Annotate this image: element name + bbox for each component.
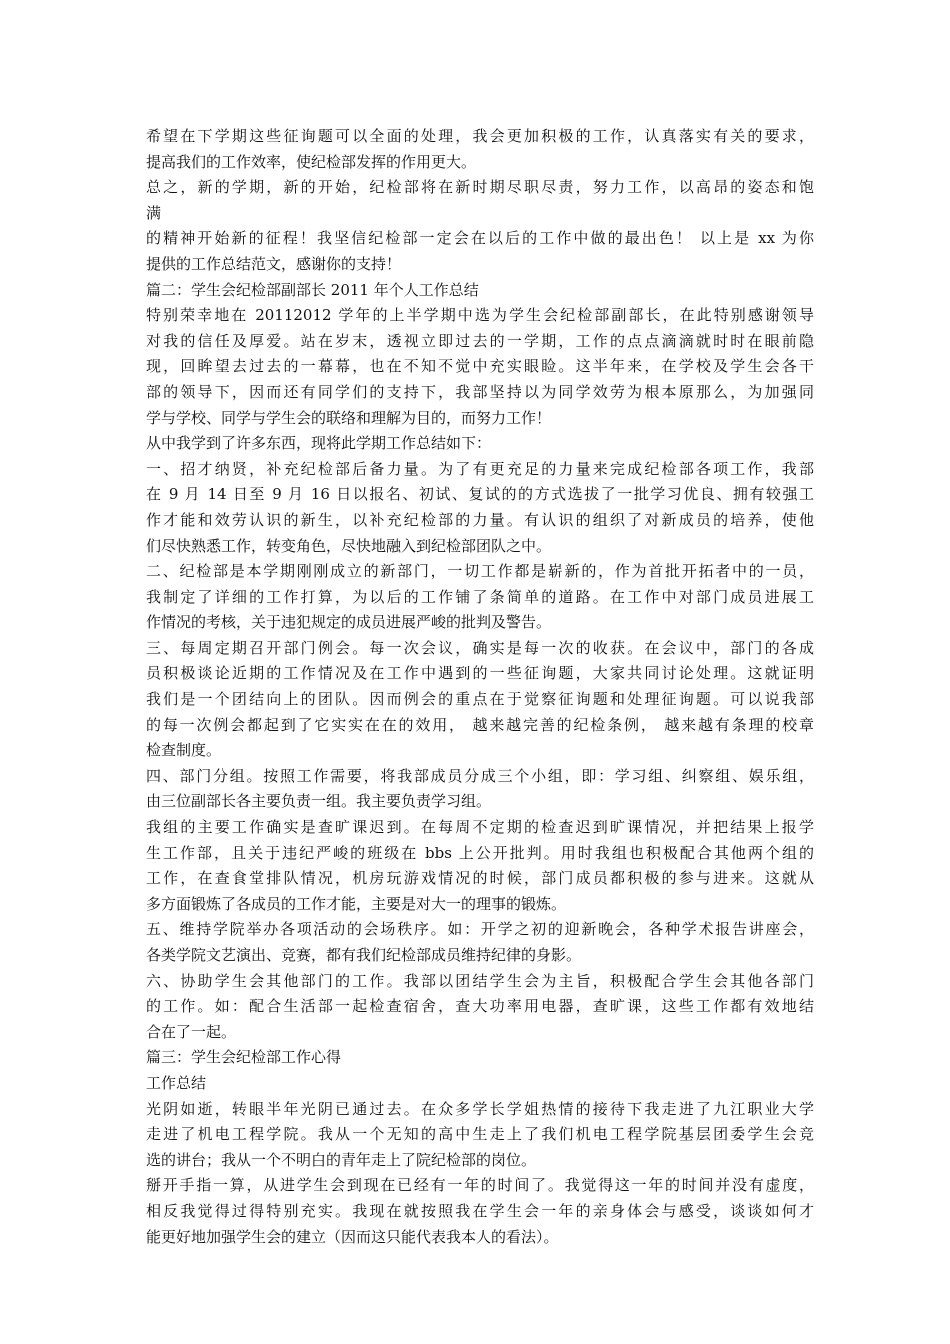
text-line: 的每一次例会都起到了它实实在在的效用， 越来越完善的纪检条例， 越来越有条理的校章 — [146, 715, 814, 734]
text-line: 由三位副部长各主要负责一组。我主要负责学习组。 — [146, 792, 492, 811]
text-line: 生工作部，且关于违纪严峻的班级在 bbs 上公开批判。用时我组也积极配合其他两个组的 — [146, 843, 814, 862]
text-line: 员积极谈论近期的工作情况及在工作中遇到的一些征询题，大家共同讨论处理。这就证明 — [146, 664, 814, 683]
text-line: 我制定了详细的工作打算，为以后的工作铺了条简单的道路。在工作中对部门成员进展工 — [146, 587, 814, 606]
text-line: 我组的主要工作确实是查旷课迟到。在每周不定期的检查迟到旷课情况，并把结果上报学 — [146, 818, 814, 837]
text-line: 对我的信任及厚爱。站在岁末，透视立即过去的一学期，工作的点点滴滴就时时在眼前隐 — [146, 331, 814, 350]
text-line: 的精神开始新的征程！我坚信纪检部一定会在以后的工作中做的最出色！ 以上是 xx 为你 — [146, 229, 814, 248]
text-line: 五、维持学院举办各项活动的会场秩序。如：开学之初的迎新晚会，各种学术报告讲座会， — [146, 920, 814, 939]
text-line: 现，回眸望去过去的一幕幕，也在不知不觉中充实眼睑。这半年来，在学校及学生会各干 — [146, 357, 814, 376]
text-line: 光阴如逝，转眼半年光阴已通过去。在众多学长学姐热情的接待下我走进了九江职业大学 — [146, 1099, 814, 1118]
text-line: 作才能和效劳认识的新生，以补充纪检部的力量。有认识的组织了对新成员的培养，使他 — [146, 510, 814, 529]
text-line: 合在了一起。 — [146, 1022, 237, 1041]
document-body — [146, 124, 814, 1250]
text-line: 从中我学到了许多东西，现将此学期工作总结如下： — [146, 434, 492, 453]
text-line: 提供的工作总结范文，感谢你的支持！ — [146, 254, 402, 273]
text-line: 们尽快熟悉工作，转变角色，尽快地融入到纪检部团队之中。 — [146, 536, 552, 555]
section-heading: 篇二：学生会纪检部副部长 2011 年个人工作总结 — [146, 280, 479, 299]
section-heading: 篇三：学生会纪检部工作心得 — [146, 1048, 342, 1067]
text-line: 二、纪检部是本学期刚刚成立的新部门，一切工作都是崭新的，作为首批开拓者中的一员， — [146, 562, 814, 581]
text-line: 提高我们的工作效率，使纪检部发挥的作用更大。 — [146, 152, 477, 171]
text-line: 四、部门分组。按照工作需要，将我部成员分成三个小组，即：学习组、纠察组、娱乐组， — [146, 766, 814, 785]
text-line: 一、招才纳贤，补充纪检部后备力量。为了有更充足的力量来完成纪检部各项工作，我部 — [146, 459, 814, 478]
text-line: 工作，在查食堂排队情况，机房玩游戏情况的时候，部门成员都积极的参与进来。这就从 — [146, 869, 814, 888]
text-line: 六、协助学生会其他部门的工作。我部以团结学生会为主旨，积极配合学生会其他各部门 — [146, 971, 814, 990]
text-line: 我们是一个团结向上的团队。因而例会的重点在于觉察征询题和处理征询题。可以说我部 — [146, 690, 814, 709]
text-line: 多方面锻炼了各成员的工作才能，主要是对大一的理事的锻炼。 — [146, 894, 567, 913]
text-line: 在 9 月 14 日至 9 月 16 日以报名、初试、复试的的方式选拔了一批学习优良、拥有较强工 — [146, 485, 814, 504]
text-line: 选的讲台；我从一个不明白的青年走上了院纪检部的岗位。 — [146, 1150, 537, 1169]
text-line: 相反我觉得过得特别充实。我现在就按照我在学生会一年的亲身体会与感受，谈谈如何才 — [146, 1201, 814, 1220]
text-line: 特别荣幸地在 20112012 学年的上半学期中选为学生会纪检部副部长，在此特别感谢领导 — [146, 306, 814, 325]
text-line: 的工作。如：配合生活部一起检查宿舍，查大功率用电器，查旷课，这些工作都有效地结 — [146, 997, 814, 1016]
text-line: 部的领导下，因而还有同学们的支持下，我部坚持以为同学效劳为根本原那么，为加强同 — [146, 382, 814, 401]
text-line: 学与学校、同学与学生会的联络和理解为目的，而努力工作！ — [146, 408, 552, 427]
subheading: 工作总结 — [146, 1073, 207, 1092]
text-line: 走进了机电工程学院。我从一个无知的高中生走上了我们机电工程学院基层团委学生会竞 — [146, 1125, 814, 1144]
text-line: 作情况的考核，关于违犯规定的成员进展严峻的批判及警告。 — [146, 613, 552, 632]
text-line: 各类学院文艺演出、竞赛，都有我们纪检部成员维持纪律的身影。 — [146, 946, 582, 964]
text-line: 总之，新的学期，新的开始，纪检部将在新时期尽职尽责，努力工作，以高昂的姿态和饱 — [146, 178, 814, 197]
text-line: 希望在下学期这些征询题可以全面的处理，我会更加积极的工作，认真落实有关的要求， — [146, 127, 814, 145]
text-line: 三、每周定期召开部门例会。每一次会议，确实是每一次的收获。在会议中，部门的各成 — [146, 638, 814, 657]
text-line: 检查制度。 — [146, 741, 222, 760]
text-line: 满 — [146, 203, 162, 222]
text-line: 掰开手指一算，从进学生会到现在已经有一年的时间了。我觉得这一年的时间并没有虚度， — [146, 1176, 814, 1195]
text-line: 能更好地加强学生会的建立（因而这只能代表我本人的看法）。 — [146, 1227, 559, 1246]
